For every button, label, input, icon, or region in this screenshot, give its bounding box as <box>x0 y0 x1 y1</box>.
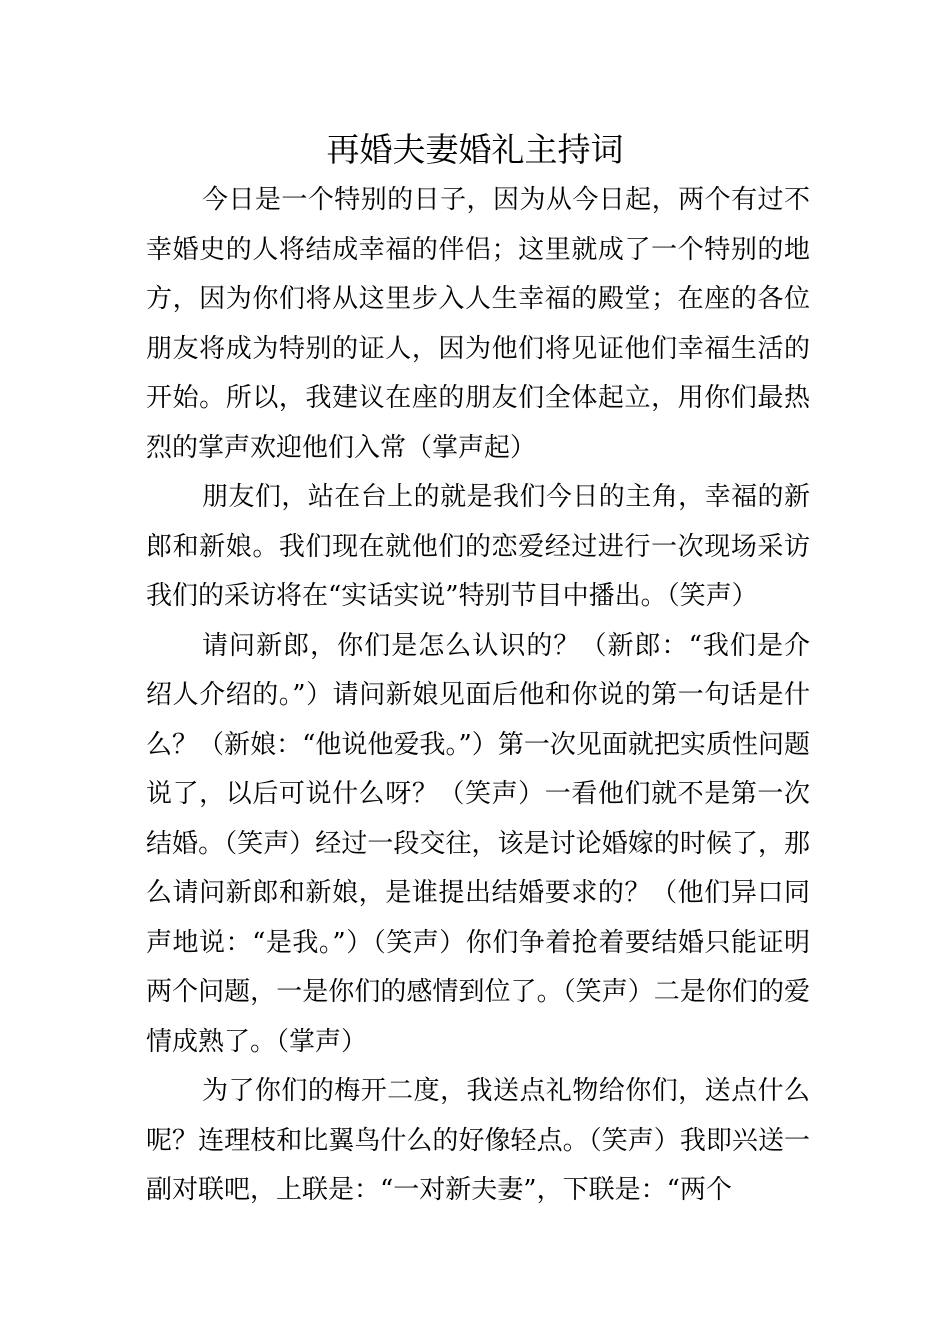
paragraph-3: 请问新郎，你们是怎么认识的？（新郎：“我们是介绍人介绍的。”）请问新娘见面后他和你说的第一句话是什么？（新娘：“他说他爱我。”）第一次见面就把实质性问题说了，以后可说什么呀？（笑声）一看他们就不是第一次结婚。（笑声）经过一段交往，该是讨论婚嫁的时候了，那么请问新郎和新娘，是谁提出结婚要求的？（他们异口同声地说：“是我。”）（笑声）你们争着抢着要结婚只能证明两个问题，一是你们的感情到位了。（笑声）二是你们的爱情成熟了。（掌声） <box>146 630 810 1057</box>
document-title: 再婚夫妻婚礼主持词 <box>326 130 624 169</box>
paragraph-2: 朋友们，站在台上的就是我们今日的主角，幸福的新郎和新娘。我们现在就他们的恋爱经过进行一次现场采访我们的采访将在“实话实说”特别节目中播出。（笑声） <box>146 482 810 611</box>
paragraph-1: 今日是一个特别的日子，因为从今日起，两个有过不幸婚史的人将结成幸福的伴侣；这里就成了一个特别的地方，因为你们将从这里步入人生幸福的殿堂；在座的各位朋友将成为特别的证人，因为他们将见证他们幸福生活的开始。所以，我建议在座的朋友们全体起立，用你们最热烈的掌声欢迎他们入常（掌声起） <box>146 185 810 463</box>
paragraph-4: 为了你们的梅开二度，我送点礼物给你们，送点什么呢？连理枝和比翼鸟什么的好像轻点。（笑声）我即兴送一副对联吧，上联是：“一对新夫妻”，下联是：“两个 <box>146 1076 810 1205</box>
document-body <box>146 176 810 1216</box>
